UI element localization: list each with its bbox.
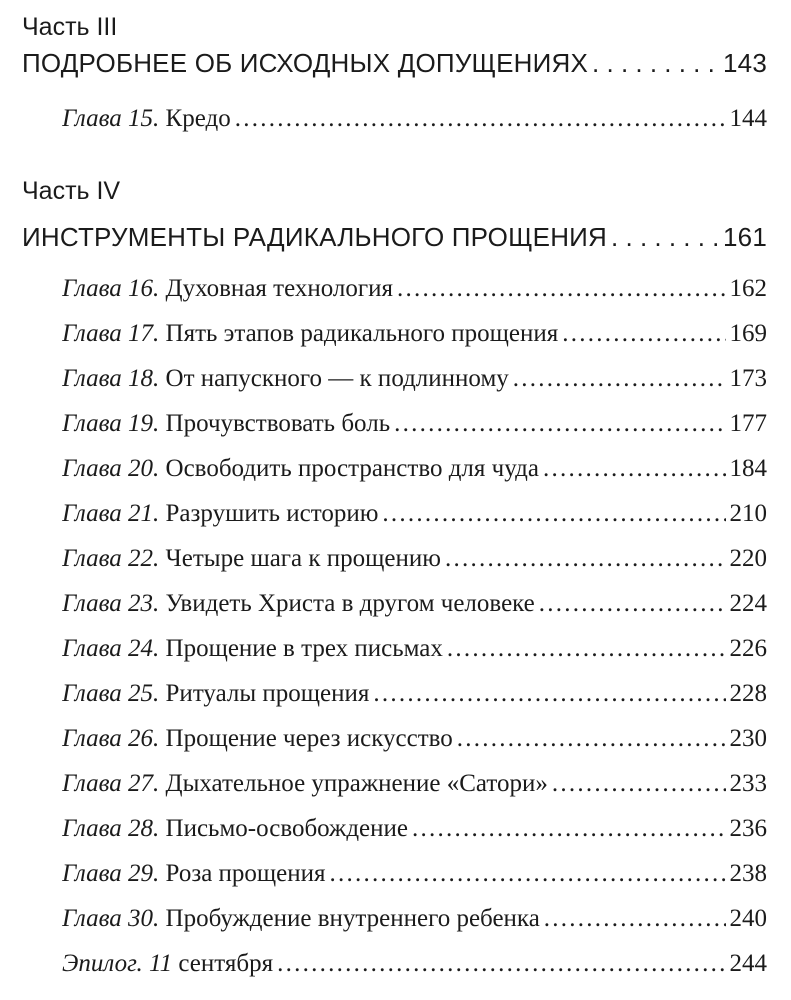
dot-leader xyxy=(330,858,726,890)
chapter-page-number: 184 xyxy=(729,455,767,482)
toc-entry[interactable] xyxy=(62,633,767,665)
chapter-prefix: Глава 17. xyxy=(62,320,160,347)
toc-entry-chapter-15[interactable] xyxy=(62,103,767,135)
dot-leader xyxy=(552,768,726,800)
chapter-title: Освободить пространство для чуда xyxy=(159,455,539,482)
chapter-prefix: Глава 15. xyxy=(62,105,160,132)
chapter-prefix: Глава 23. xyxy=(62,590,160,617)
chapter-title: сентября xyxy=(172,950,274,977)
chapter-page-number: 240 xyxy=(729,905,767,932)
chapter-page-number: 173 xyxy=(729,365,767,392)
dot-leader xyxy=(543,453,726,485)
chapter-title: Пробуждение внутреннего ребенка xyxy=(159,905,540,932)
chapter-page-number: 210 xyxy=(729,500,767,527)
chapter-prefix: Глава 22. xyxy=(62,545,160,572)
chapter-title: Разрушить историю xyxy=(159,500,379,527)
chapter-page-number: 220 xyxy=(729,545,767,572)
chapter-page-number: 224 xyxy=(729,590,767,617)
part-4-title-line[interactable] xyxy=(22,220,767,254)
chapter-title: Увидеть Христа в другом человеке xyxy=(159,590,535,617)
chapter-page-number: 226 xyxy=(729,635,767,662)
chapter-title: Ритуалы прощения xyxy=(159,680,370,707)
chapter-prefix: Глава 30. xyxy=(62,905,160,932)
dot-leader xyxy=(513,363,726,395)
toc-entry[interactable] xyxy=(62,543,767,575)
toc-entry[interactable] xyxy=(62,453,767,485)
chapter-title: Дыхательное упражнение «Сатори» xyxy=(159,770,548,797)
chapter-page-number: 162 xyxy=(729,275,767,302)
toc-entry[interactable] xyxy=(62,408,767,440)
chapter-title: Кредо xyxy=(159,105,231,132)
dot-leader xyxy=(544,903,726,935)
part-3-title: ПОДРОБНЕЕ ОБ ИСХОДНЫХ ДОПУЩЕНИЯХ xyxy=(22,48,589,78)
dot-leader xyxy=(382,498,725,530)
chapter-page-number: 230 xyxy=(729,725,767,752)
dot-leader xyxy=(539,588,726,620)
toc-entry[interactable] xyxy=(62,678,767,710)
dot-leader xyxy=(592,46,719,80)
dot-leader xyxy=(394,408,725,440)
chapter-title: Четыре шага к прощению xyxy=(159,545,441,572)
part-4-label: Часть IV xyxy=(22,177,121,205)
chapter-page-number: 236 xyxy=(729,815,767,842)
dot-leader xyxy=(373,678,725,710)
chapter-title: Прощение в трех письмах xyxy=(159,635,443,662)
chapter-title: Письмо-освобождение xyxy=(159,815,408,842)
chapter-title: Прочувствовать боль xyxy=(159,410,391,437)
chapter-page-number: 144 xyxy=(729,105,767,132)
chapter-title: Прощение через искусство xyxy=(159,725,453,752)
chapter-prefix: Глава 25. xyxy=(62,680,160,707)
dot-leader xyxy=(562,318,725,350)
chapter-page-number: 169 xyxy=(729,320,767,347)
chapter-title: Духовная технология xyxy=(159,275,394,302)
chapter-prefix: Глава 19. xyxy=(62,410,160,437)
chapter-title: Пять этапов радикального прощения xyxy=(159,320,559,347)
dot-leader xyxy=(611,220,719,254)
chapter-prefix: Глава 20. xyxy=(62,455,160,482)
dot-leader xyxy=(277,948,725,980)
dot-leader xyxy=(397,273,725,305)
chapter-page-number: 228 xyxy=(729,680,767,707)
chapter-title: От напускного — к подлинному xyxy=(159,365,509,392)
chapter-page-number: 238 xyxy=(729,860,767,887)
toc-entry[interactable] xyxy=(62,813,767,845)
toc-entry[interactable] xyxy=(62,363,767,395)
toc-entry[interactable] xyxy=(62,588,767,620)
chapter-page-number: 177 xyxy=(729,410,767,437)
chapter-page-number: 244 xyxy=(729,950,767,977)
chapter-prefix: Глава 18. xyxy=(62,365,160,392)
chapter-prefix: Глава 28. xyxy=(62,815,160,842)
chapter-prefix: Глава 21. xyxy=(62,500,160,527)
chapter-prefix: Глава 24. xyxy=(62,635,160,662)
dot-leader xyxy=(457,723,726,755)
chapter-prefix: Эпилог. 11 xyxy=(62,950,173,977)
toc-entry[interactable] xyxy=(62,903,767,935)
part-3-title-line[interactable] xyxy=(22,46,767,80)
chapter-prefix: Глава 16. xyxy=(62,275,160,302)
chapter-prefix: Глава 26. xyxy=(62,725,160,752)
chapter-title: Роза прощения xyxy=(159,860,326,887)
toc-entry[interactable] xyxy=(62,948,767,980)
toc-entry[interactable] xyxy=(62,723,767,755)
chapter-prefix: Глава 27. xyxy=(62,770,160,797)
dot-leader xyxy=(447,633,726,665)
dot-leader xyxy=(412,813,726,845)
part-3-page-number: 143 xyxy=(723,48,767,78)
part-4-page-number: 161 xyxy=(723,222,767,252)
toc-entry[interactable] xyxy=(62,498,767,530)
toc-entry[interactable] xyxy=(62,858,767,890)
toc-entry[interactable] xyxy=(62,273,767,305)
dot-leader xyxy=(235,103,726,135)
part-3-label: Часть III xyxy=(22,13,118,41)
toc-entry[interactable] xyxy=(62,318,767,350)
chapter-page-number: 233 xyxy=(729,770,767,797)
part-4-title: ИНСТРУМЕНТЫ РАДИКАЛЬНОГО ПРОЩЕНИЯ xyxy=(22,222,608,252)
chapter-prefix: Глава 29. xyxy=(62,860,160,887)
dot-leader xyxy=(445,543,726,575)
toc-entry[interactable] xyxy=(62,768,767,800)
